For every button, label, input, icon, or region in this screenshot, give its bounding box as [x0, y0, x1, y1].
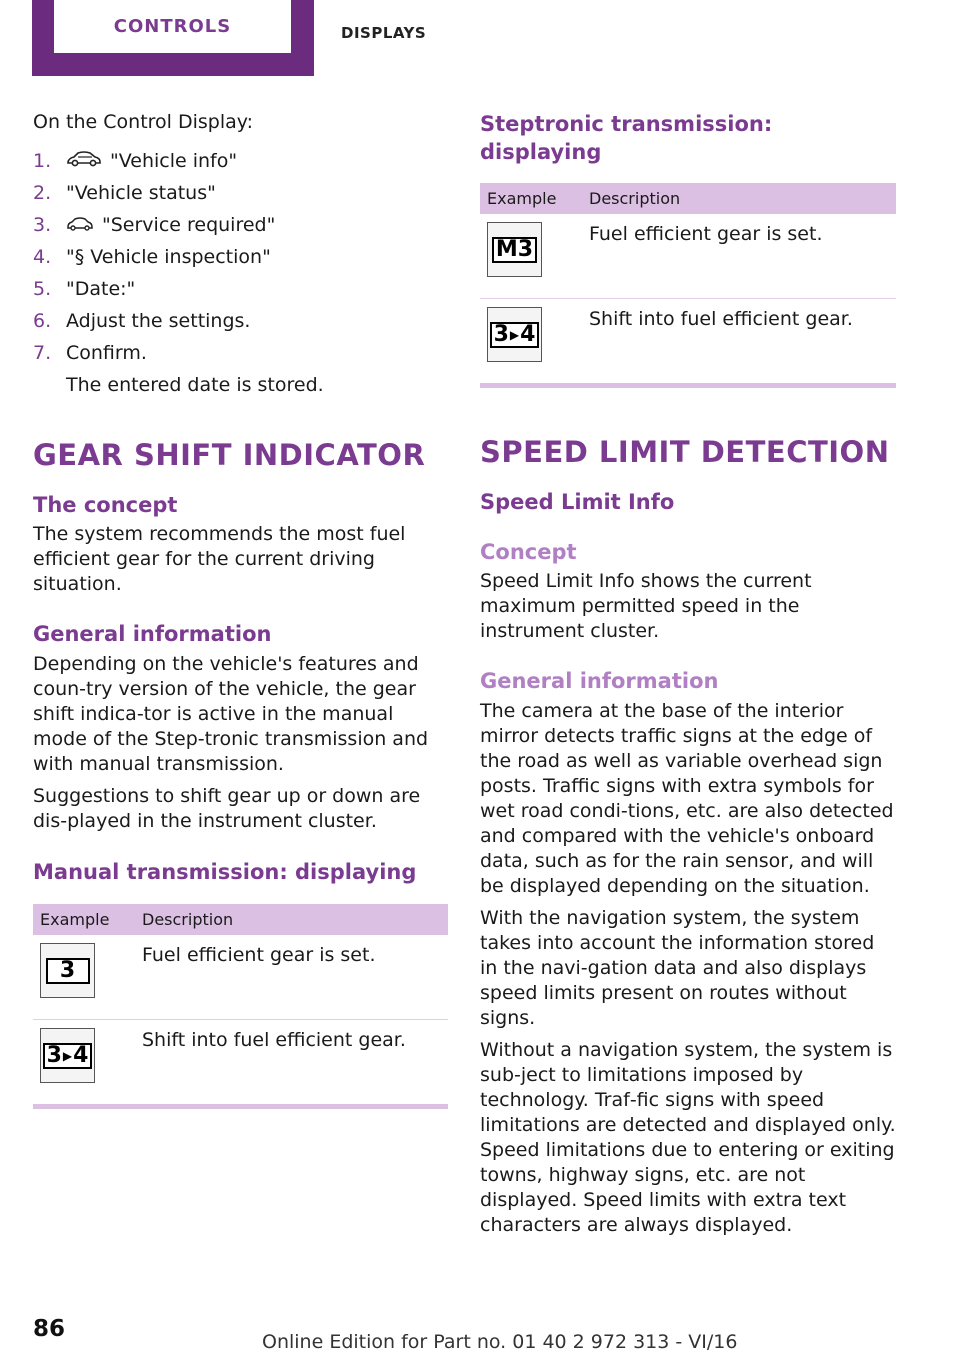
- left-column: [33, 110, 448, 1109]
- gear-shift-icon: [40, 1028, 95, 1083]
- general-text-1: Depending on the vehicle's features and coun‐try version of the vehicle, the gear shift indica‐tor is active in the manual mode of the Step‐tronic transmission and with manual transmission.: [33, 653, 429, 775]
- section-title-gear-shift: GEAR SHIFT INDICATOR: [33, 438, 426, 472]
- step-number: 1.: [33, 150, 52, 172]
- concept-text: The system recommends the most fuel efficient gear for the current driving situation.: [33, 523, 406, 595]
- manual-gear-table: [33, 904, 448, 1104]
- shift-arrow-icon: ▶: [509, 327, 520, 342]
- manual-gear-table-wrap: [33, 904, 448, 1109]
- gear-current: 3: [59, 958, 76, 983]
- step-result: The entered date is stored.: [66, 374, 324, 396]
- step-text: "Vehicle status": [66, 182, 216, 204]
- table-row: [480, 299, 896, 384]
- step-item: [33, 309, 448, 334]
- step-text: "§ Vehicle inspection": [66, 246, 271, 268]
- description-cell: Shift into fuel efficient gear.: [589, 308, 853, 330]
- heading-concept: Concept: [480, 540, 577, 564]
- tab-displays[interactable]: DISPLAYS: [341, 24, 427, 42]
- steps-list: [33, 149, 448, 398]
- step-number: 2.: [33, 182, 52, 204]
- heading-general-info: General information: [33, 622, 272, 646]
- car-icon: [66, 149, 102, 174]
- col-description: Description: [135, 904, 448, 935]
- tab-controls-label: CONTROLS: [54, 0, 291, 53]
- gear-target: 4: [73, 1043, 89, 1068]
- step-text: "Date:": [66, 278, 136, 300]
- example-cell: [480, 214, 582, 299]
- gear-current: M3: [495, 237, 534, 262]
- description-cell: Fuel efficient gear is set.: [582, 214, 896, 299]
- step-text: "Service required": [102, 214, 276, 236]
- step-item: [33, 181, 448, 206]
- intro-text: On the Control Display:: [33, 111, 254, 133]
- section-title-speed-limit: SPEED LIMIT DETECTION: [480, 435, 890, 469]
- steptronic-gear-table: [480, 183, 896, 383]
- footer-edition: Online Edition for Part no. 01 40 2 972 313 - VI/16: [262, 1331, 738, 1353]
- step-item: [33, 149, 448, 174]
- heading-general-info: General information: [480, 669, 719, 693]
- example-cell: [480, 299, 582, 384]
- heading-steptronic: Steptronic transmission: displaying: [480, 112, 773, 164]
- step-item: [33, 341, 448, 398]
- gear-current: 3: [46, 1043, 62, 1068]
- step-item: [33, 213, 448, 238]
- step-number: 7.: [33, 342, 52, 364]
- col-example: Example: [480, 183, 582, 214]
- tab-controls[interactable]: [32, 0, 314, 76]
- step-number: 3.: [33, 214, 52, 236]
- gear-indicator-icon: [40, 943, 95, 998]
- page-number: 86: [33, 1316, 66, 1342]
- table-row: [480, 214, 896, 299]
- right-column: [480, 110, 896, 1238]
- description-cell: Fuel efficient gear is set.: [135, 935, 448, 1020]
- step-text: Confirm.: [66, 342, 147, 364]
- general-text-3: Without a navigation system, the system is sub‐ject to limitations imposed by technology. Traf‐fic signs with speed limitations are detected and displayed only. Speed limitations due to entering or exiting towns, highway signs, etc. are not displayed. Speed limits with extra text characters are always displayed.: [480, 1039, 896, 1236]
- table-end-rule: [480, 383, 896, 388]
- step-text: Adjust the settings.: [66, 310, 251, 332]
- step-number: 4.: [33, 246, 52, 268]
- step-item: [33, 277, 448, 302]
- gear-target: 4: [520, 322, 536, 347]
- step-number: 5.: [33, 278, 52, 300]
- gear-indicator-icon: [487, 222, 542, 277]
- general-text-2: With the navigation system, the system takes into account the information stored in the navi‐gation data and also displays speed limits present on routes without signs.: [480, 907, 875, 1029]
- table-header-row: [33, 904, 448, 935]
- general-text-1: The camera at the base of the interior mirror detects traffic signs at the edge of the road as well as variable overhead sign posts. Traffic signs with extra symbols for wet road condi‐tions, etc. are also detected and compared with the vehicle's onboard data, such as for the rain sensor, and will be displayed depending on the situation.: [480, 700, 894, 897]
- heading-speed-limit-info: Speed Limit Info: [480, 490, 675, 514]
- car-service-icon: [66, 213, 94, 238]
- step-text: "Vehicle info": [110, 150, 238, 172]
- shift-arrow-icon: ▶: [62, 1048, 73, 1063]
- general-text-2: Suggestions to shift gear up or down are dis‐played in the instrument cluster.: [33, 785, 421, 832]
- step-number: 6.: [33, 310, 52, 332]
- table-header-row: [480, 183, 896, 214]
- description-cell: Shift into fuel efficient gear.: [142, 1029, 406, 1051]
- col-example: Example: [33, 904, 135, 935]
- heading-manual-transmission: Manual transmission: displaying: [33, 860, 417, 884]
- heading-concept: The concept: [33, 493, 178, 517]
- table-row: [33, 935, 448, 1020]
- step-item: [33, 245, 448, 270]
- example-cell: [33, 1020, 135, 1105]
- steptronic-table-wrap: [480, 183, 896, 388]
- concept-text: Speed Limit Info shows the current maximum permitted speed in the instrument cluster.: [480, 570, 812, 642]
- col-description: Description: [582, 183, 896, 214]
- gear-current: 3: [493, 322, 509, 347]
- example-cell: [33, 935, 135, 1020]
- table-end-rule: [33, 1104, 448, 1109]
- table-row: [33, 1020, 448, 1105]
- gear-shift-icon: [487, 307, 542, 362]
